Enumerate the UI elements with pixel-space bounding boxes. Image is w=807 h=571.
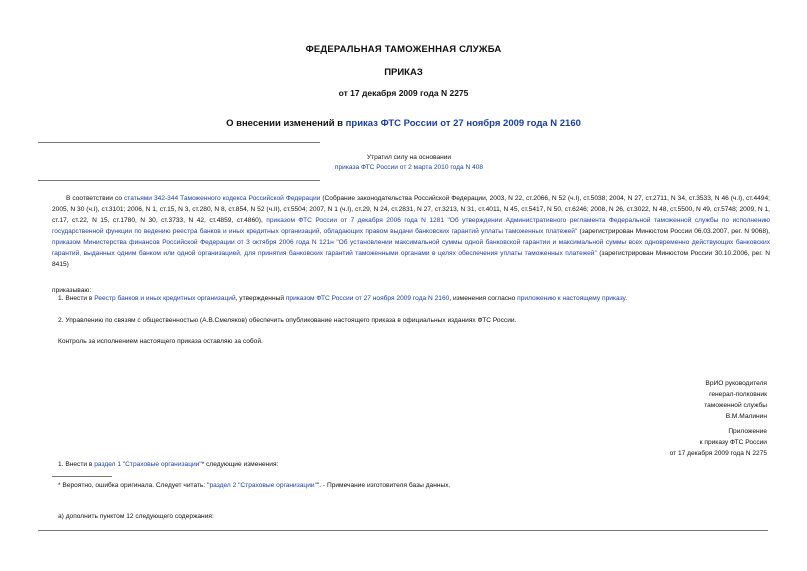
section-1-link[interactable]: раздел 1 "Страховые организации" bbox=[94, 461, 202, 468]
amendment-1-paragraph: 1. Внести в раздел 1 "Страховые организации"* следующие изменения: bbox=[58, 461, 279, 468]
preamble-paragraph: В соответствии со статьями 342-344 Таможенного кодекса Российской Федерации (Собрание законодательства Российской Федерации, 2003, N 22, ст.2066, N 52 (ч.I), ст.5038; 2004, N 27, ст.2711, N 34, ст.3533, N 46 (ч.I), ст.4494; 2005, N 30 (ч.I), ст.3101; 2006, N 1, ст.15, N 3, ст.280, N 8, ст.854, N 52 (ч.II), ст.5504; 2007, N 1 (ч.I), ст.29, N 24, ст.2831, N 27, ст.3213, N 31, ст.4011, N 45, ст.5417, N 50, ст.6246; 2008, N 26, ст.3022, N 48, ст.5500, N 49, ст.5748; 2009, N 1, ст.17, ст.22, N 15, ст.1780, N 30, ст.3733, N 42, ст.4859, ст.4860), приказом ФТС России от 7 декабря 2006 года N 1281 "Об утверждении Административного регламента Федеральной таможенной службы по исполнению государственной функции по ведению реестра банков и иных кредитных организаций, обладающих правом выдачи банковских гарантий уплаты таможенных платежей" (зарегистрирован Минюстом России 06.03.2007, рег. N 9068), приказом Министерства финансов Российской Федерации от 3 октября 2006 года N 121н "Об установлении максимальной суммы одной банковской гарантии и максимальной суммы всех одновременно действующих банковских гарантий, выданных одним банком или одной организацией, для принятия банковских гарантий таможенными органами в целях обеспечения уплаты таможенных платежей" (зарегистрирован Минюстом России 30.10.2006, рег. N 8415) bbox=[52, 195, 771, 268]
agency-name: ФЕДЕРАЛЬНАЯ ТАМОЖЕННАЯ СЛУЖБА bbox=[305, 44, 502, 55]
order-2160-link[interactable]: приказом ФТС России от 27 ноября 2009 года N 2160 bbox=[285, 295, 450, 302]
title-prefix: О внесении изменений в bbox=[226, 118, 346, 129]
minfin-order-link[interactable]: приказом Министерства финансов Российской Федерации от 3 октября 2006 года N 121н "Об установлении максимальной суммы одной банковской гарантии и максимальной суммы всех одновременно действующих банковских гарантий, выданных одним банком или одной организацией, для принятия банковских гарантий таможенными органами в целях обеспечения уплаты таможенных платежей" bbox=[52, 239, 770, 257]
signature-block: ВрИО руководителя генерал-полковник таможенной службы В.М.Малинин bbox=[704, 380, 767, 420]
document-title bbox=[0, 118, 807, 129]
code-articles-link[interactable]: статьями 342-344 Таможенного кодекса Российской Федерации bbox=[123, 195, 321, 202]
separator-mid bbox=[38, 180, 320, 181]
amendment-a-paragraph: а) дополнить пунктом 12 следующего содержания: bbox=[58, 513, 214, 520]
item-2-paragraph: 2. Управлению по связям с общественностью (А.В.Смеляков) обеспечить опубликование настоящего приказа в официальных изданиях ФТС России. bbox=[58, 317, 517, 324]
title-link[interactable]: приказ ФТС России от 27 ноября 2009 года N 2160 bbox=[345, 118, 581, 129]
document-date: от 17 декабря 2009 года N 2275 bbox=[338, 88, 469, 98]
control-paragraph: Контроль за исполнением настоящего приказа оставляю за собой. bbox=[58, 338, 263, 345]
lost-force-link[interactable]: приказа ФТС России от 2 марта 2010 года N 408 bbox=[334, 164, 484, 171]
separator-bottom bbox=[38, 530, 768, 531]
order-1281-link[interactable]: приказом ФТС России от 7 декабря 2006 года N 1281 "Об утверждении Административного регламента Федеральной таможенной службы по исполнению государственной функции по ведению реестра банков и иных кредитных организаций, обладающих правом выдачи банковских гарантий уплаты таможенных платежей" bbox=[52, 217, 770, 235]
appendix-header: Приложение к приказу ФТС России от 17 декабря 2009 года N 2275 bbox=[669, 428, 767, 457]
section-2-link[interactable]: раздел 2 "Страховые организации" bbox=[209, 482, 317, 489]
footnote-separator bbox=[52, 476, 112, 477]
appendix-link[interactable]: приложению к настоящему приказу bbox=[517, 295, 626, 302]
lost-force-notice bbox=[320, 153, 498, 173]
item-1-paragraph: 1. Внести в Реестр банков и иных кредитных организаций, утвержденный приказом ФТС России от 27 ноября 2009 года N 2160, изменения согласно приложению к настоящему приказу. bbox=[58, 295, 628, 302]
footnote-paragraph: * Вероятно, ошибка оригинала. Следует читать: "раздел 2 "Страховые организации"". - Примечание изготовителя базы данных. bbox=[58, 482, 451, 489]
separator-top bbox=[38, 142, 320, 143]
lost-force-label: Утратил силу на основании bbox=[366, 154, 452, 161]
registry-link[interactable]: Реестр банков и иных кредитных организаций bbox=[94, 295, 236, 302]
order-word: приказываю: bbox=[52, 287, 92, 294]
document-type: ПРИКАЗ bbox=[384, 67, 423, 78]
